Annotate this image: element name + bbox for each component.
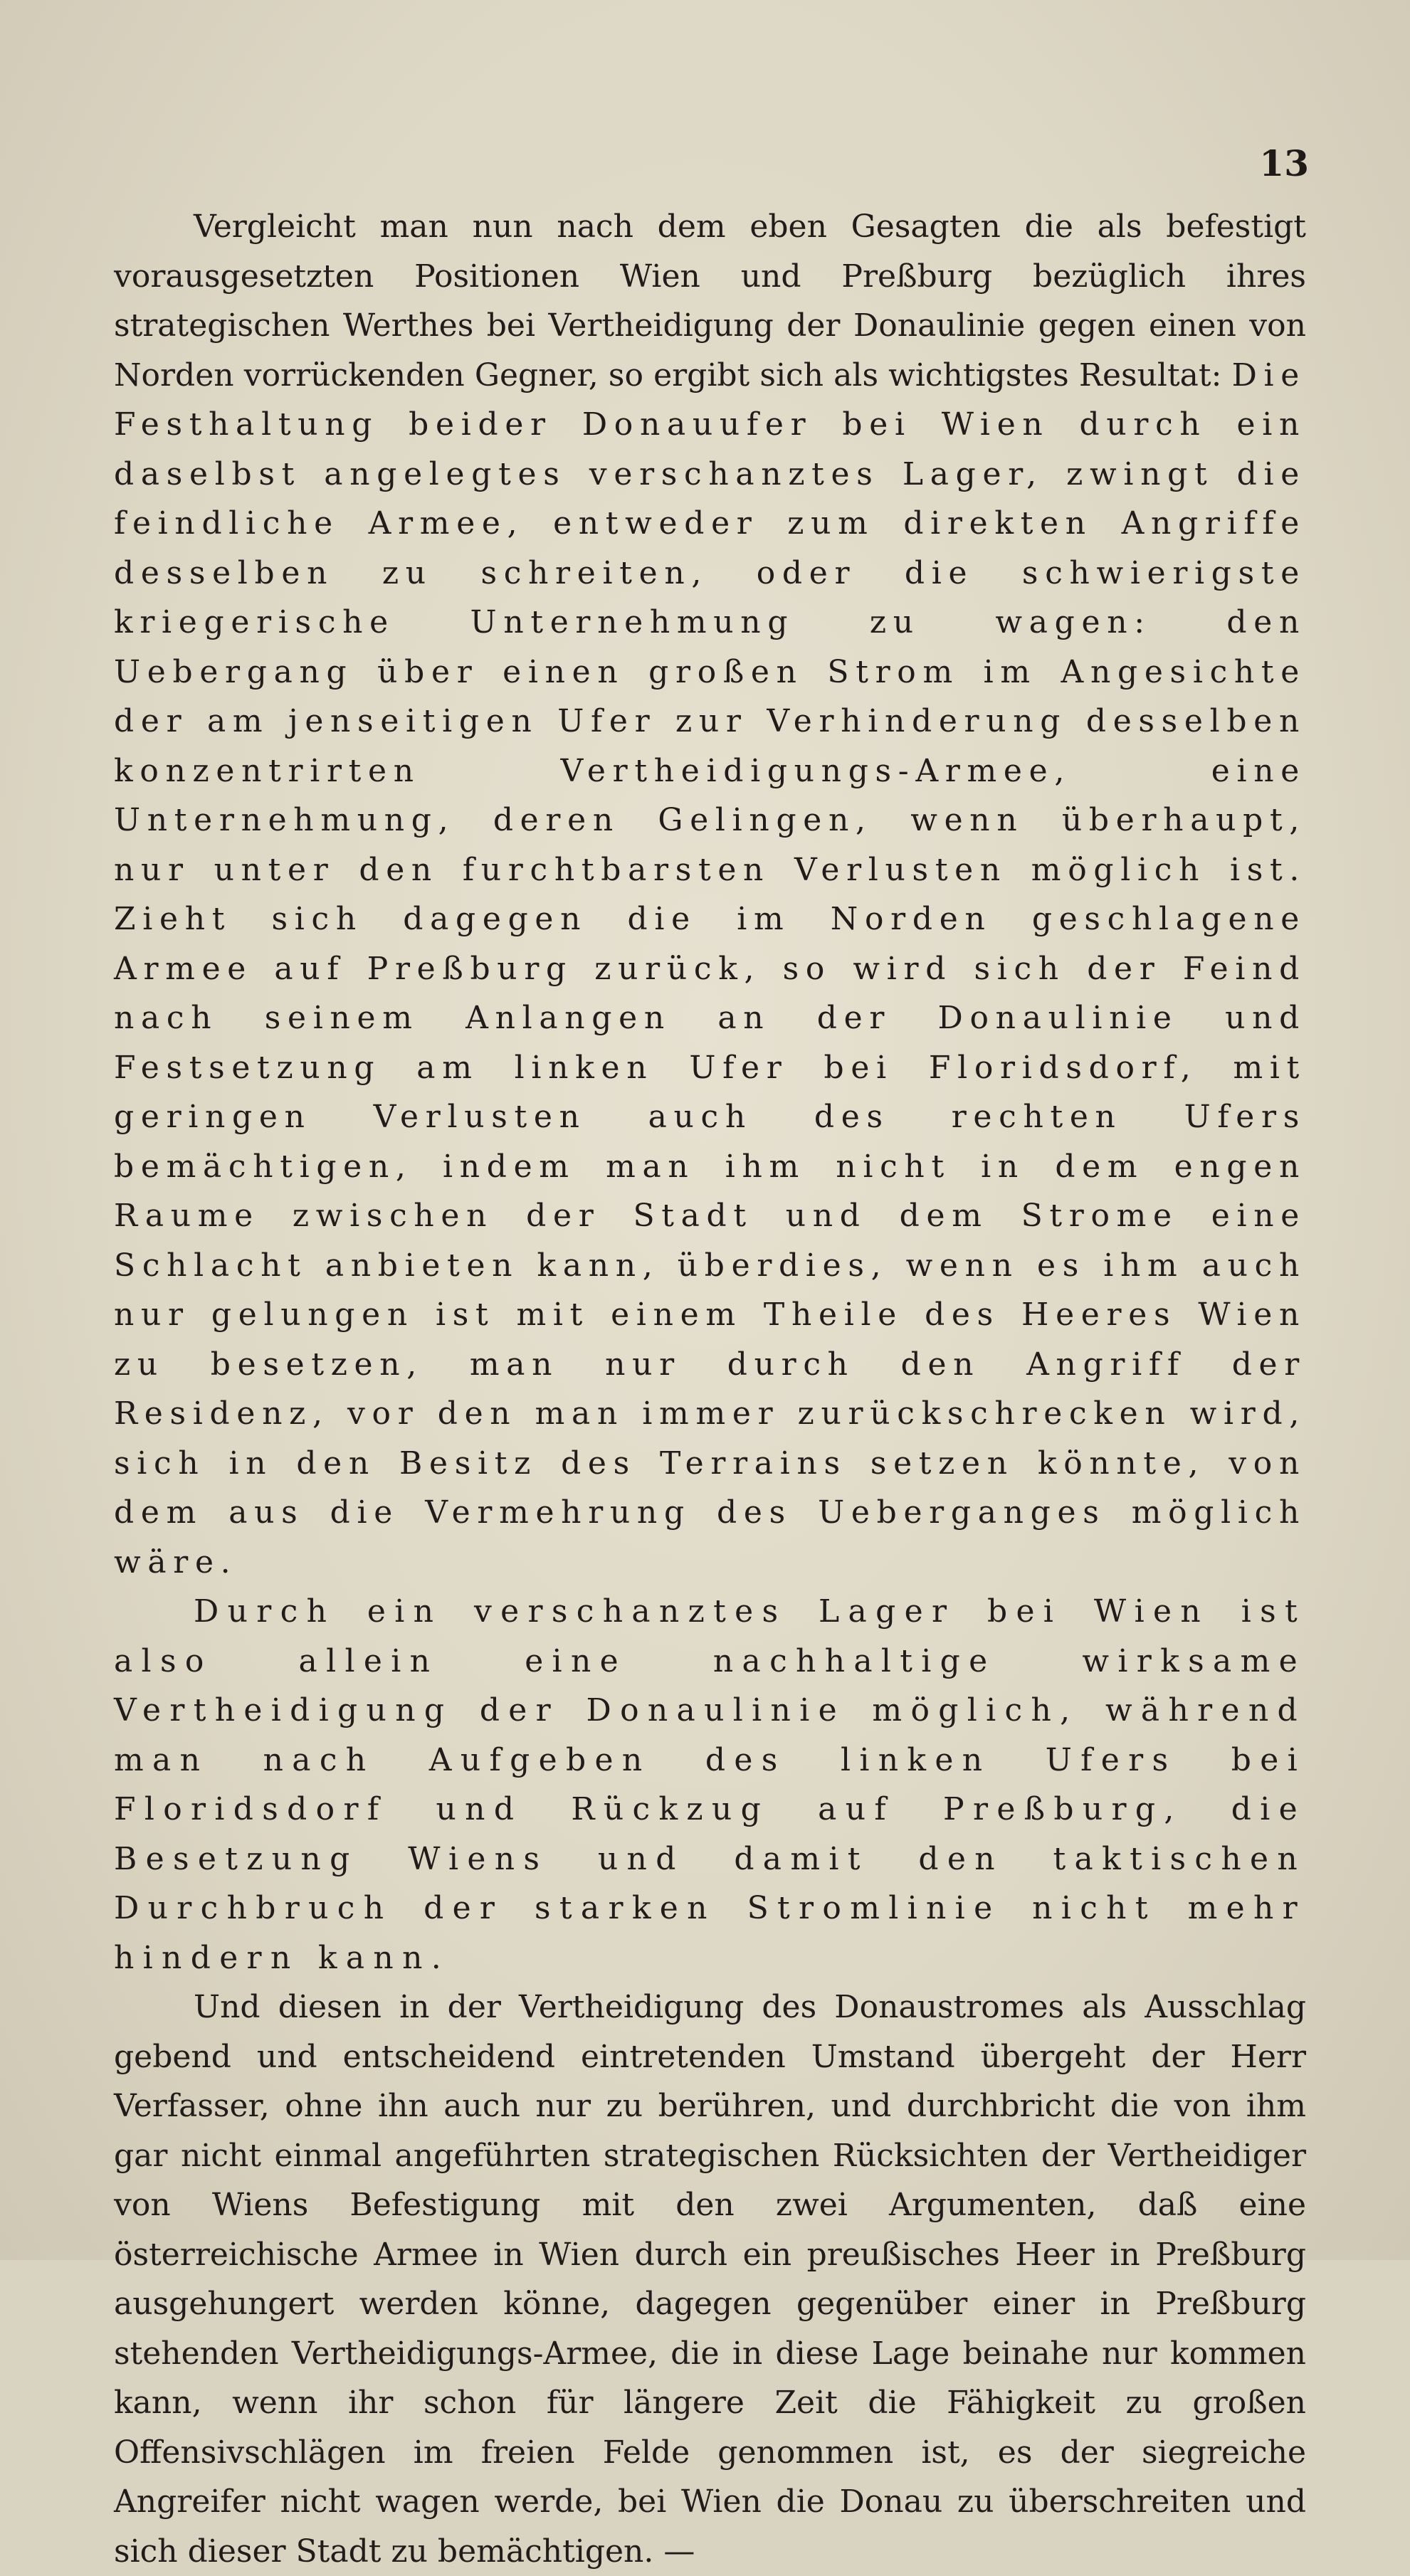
paragraph-2-emphasis: Durch ein verschanztes Lager bei Wien ist also allein eine nachhaltige wirksame Vertheidigung der Donaulinie möglich, während man nach Aufgeben des linken Ufers bei Floridsdorf und Rückzug auf Preßburg, die Besetzung Wiens und damit den taktischen Durchbruch der starken Stromlinie nicht mehr hindern kann. <box>114 1593 1306 1976</box>
page-number: 13 <box>1259 142 1309 184</box>
paragraph-3 <box>114 1983 1306 2576</box>
body-text <box>114 202 1306 2576</box>
paragraph-2 <box>114 1587 1306 1983</box>
paragraph-1-lead: Vergleicht man nun nach dem eben Gesagten die als befestigt vorausgesetzten Positionen Wien und Preßburg bezüglich ihres strategischen Werthes bei Vertheidigung der Donaulinie gegen einen von Norden vorrückenden Gegner, so ergibt sich als wichtigstes Resultat: <box>114 208 1306 394</box>
paragraph-1-emphasis: Die Festhaltung beider Donauufer bei Wien durch ein daselbst angelegtes verschanztes Lager, zwingt die feindliche Armee, entweder zum direkten Angriffe desselben zu schreiten, oder die schwierigste kriegerische Unternehmung zu wagen: den Uebergang über einen großen Strom im Angesichte der am jenseitigen Ufer zur Verhinderung desselben konzentrirten Vertheidigungs-Armee, eine Unternehmung, deren Gelingen, wenn überhaupt, nur unter den furchtbarsten Verlusten möglich ist. Zieht sich dagegen die im Norden geschlagene Armee auf Preßburg zurück, so wird sich der Feind nach seinem Anlangen an der Donaulinie und Festsetzung am linken Ufer bei Floridsdorf, mit geringen Verlusten auch des rechten Ufers bemächtigen, indem man ihm nicht in dem engen Raume zwischen der Stadt und dem Strome eine Schlacht anbieten kann, überdies, wenn es ihm auch nur gelungen ist mit einem Theile des Heeres Wien zu besetzen, man nur durch den Angriff der Residenz, vor den man immer zurückschrecken wird, sich in den Besitz des Terrains setzen könnte, von dem aus die Vermehrung des Ueberganges möglich wäre. <box>114 357 1306 1580</box>
paragraph-3-text: Und diesen in der Vertheidigung des Donaustromes als Ausschlag gebend und entscheidend eintretenden Umstand übergeht der Herr Verfasser, ohne ihn auch nur zu berühren, und durchbricht die von ihm gar nicht einmal angeführten strategischen Rücksichten der Vertheidiger von Wiens Befestigung mit den zwei Argumenten, daß eine österreichische Armee in Wien durch ein preußisches Heer in Preßburg ausgehungert werden könne, dagegen gegenüber einer in Preßburg stehenden Vertheidigungs-Armee, die in diese Lage beinahe nur kommen kann, wenn ihr schon für längere Zeit die Fähigkeit zu großen Offensivschlägen im freien Felde genommen ist, es der siegreiche Angreifer nicht wagen werde, bei Wien die Donau zu überschreiten und sich dieser Stadt zu bemächtigen. — <box>114 1989 1306 2570</box>
paragraph-1 <box>114 202 1306 1587</box>
